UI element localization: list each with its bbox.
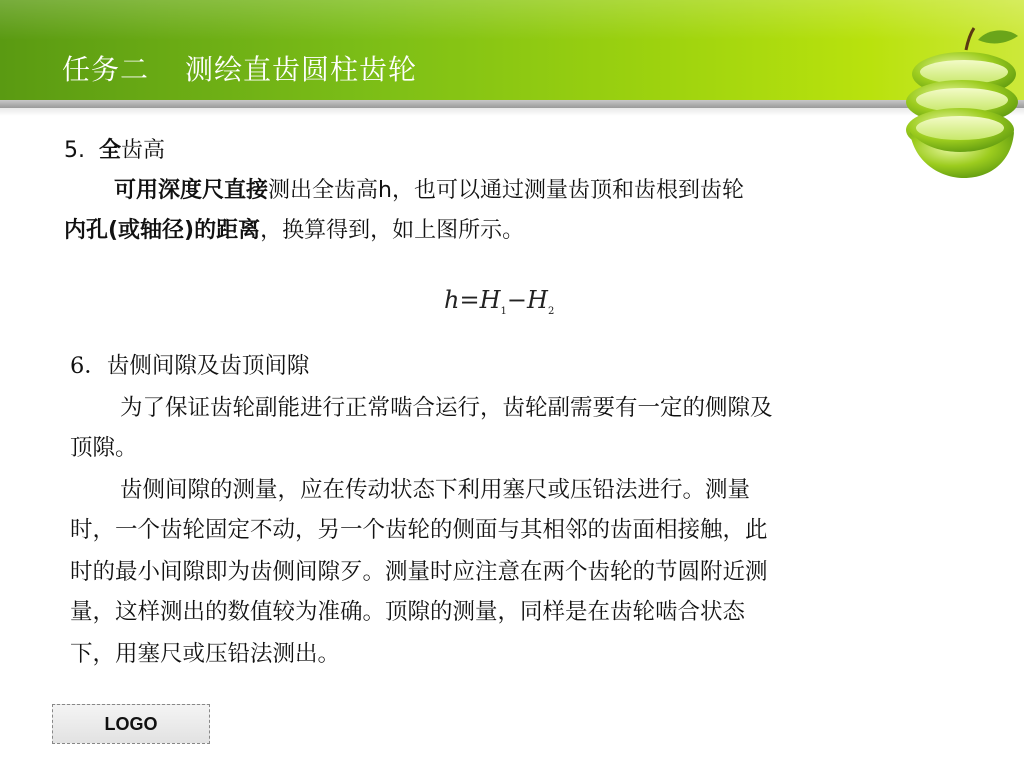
- section-6-line: 齿侧间隙的测量，应在传动状态下利用塞尺或压铅法进行。测量: [120, 477, 751, 503]
- apple-slices-icon: [900, 22, 1024, 182]
- section-5-heading: 5. 全齿高: [64, 138, 166, 163]
- section-5-paragraph-line-2: 内孔(或轴径)的距离，换算得到，如上图所示。: [64, 218, 525, 243]
- section-6-line: 时，一个齿轮固定不动，另一个齿轮的侧面与其相邻的齿面相接触，此: [70, 517, 768, 543]
- section-6-line: 量，这样测出的数值较为准确。顶隙的测量，同样是在齿轮啮合状态: [70, 599, 746, 625]
- logo: LOGO: [52, 704, 210, 744]
- task-label: 任务二: [62, 53, 150, 86]
- section-6-line: 顶隙。: [70, 435, 138, 461]
- header-divider-light: [0, 108, 1024, 116]
- section-6-line: 下，用塞尺或压铅法测出。: [70, 641, 341, 667]
- header-divider: [0, 100, 1024, 108]
- section-6-heading: 6．齿侧间隙及齿顶间隙: [70, 353, 310, 379]
- header-shine: [0, 0, 1024, 40]
- section-6-line: 为了保证齿轮副能进行正常啮合运行，齿轮副需要有一定的侧隙及: [120, 395, 773, 421]
- section-5-paragraph-line-1: 可用深度尺直接测出全齿高h，也可以通过测量齿顶和齿根到齿轮: [114, 178, 744, 203]
- page-title: [62, 48, 417, 88]
- title-text: 测绘直齿圆柱齿轮: [185, 53, 418, 86]
- formula: $h=H_1-H_2$: [444, 286, 555, 317]
- section-6-line: 时的最小间隙即为齿侧间隙歹。测量时应注意在两个齿轮的节圆附近测: [70, 559, 768, 585]
